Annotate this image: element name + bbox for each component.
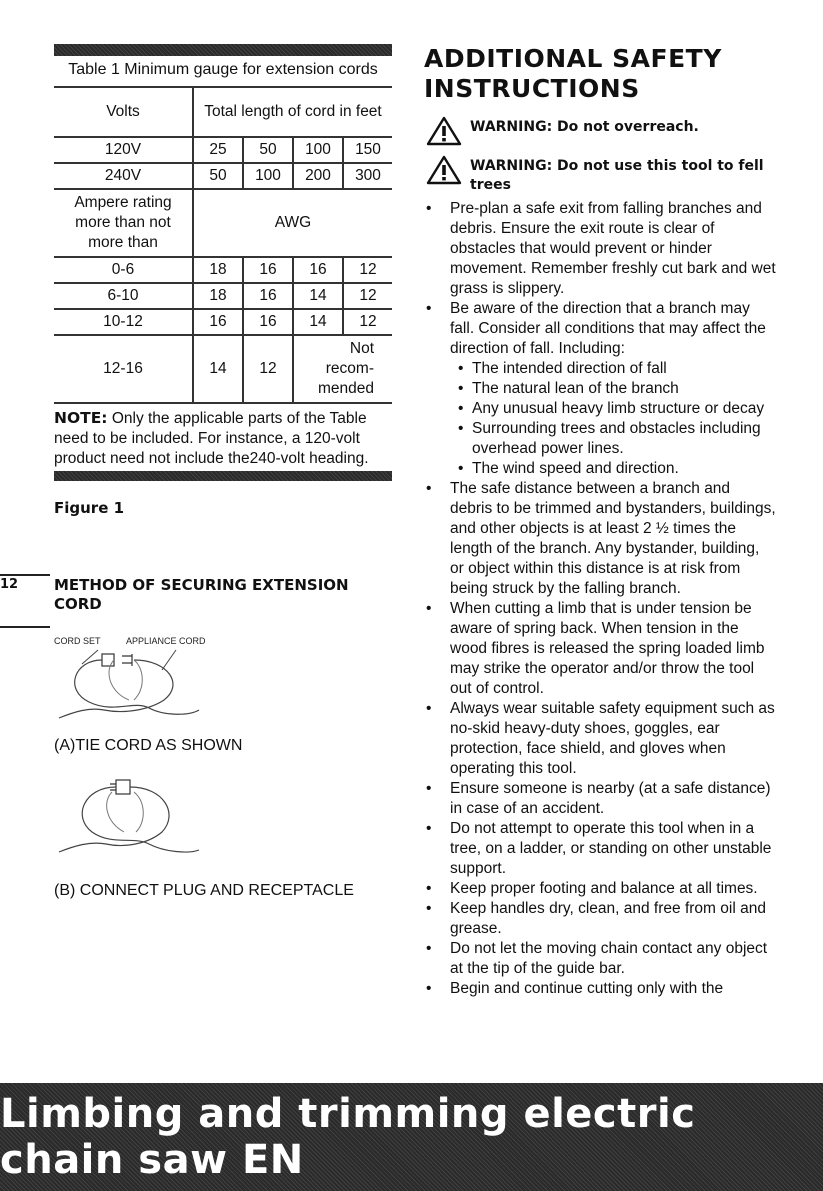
cord-set-label: CORD SET: [54, 636, 101, 646]
list-item: • Always wear suitable safety equipment such as no-skid heavy-duty shoes, goggles, ear protection, face shield, and gloves when operating this tool.: [424, 699, 776, 779]
table-row: [54, 189, 392, 257]
figure-label: Figure 1: [54, 499, 125, 517]
warning-overreach: [424, 118, 776, 137]
row-label: 6-10: [54, 283, 193, 309]
row-label: 0-6: [54, 257, 193, 283]
row-label: 120V: [54, 137, 193, 163]
sub-list-item: • The intended direction of fall: [458, 359, 776, 379]
table-row: [54, 309, 392, 335]
table-cell: 50: [193, 163, 243, 189]
caption-connect-plug: (B) CONNECT PLUG AND RECEPTACLE: [54, 882, 354, 899]
extension-cord-gauge-table: [54, 86, 392, 402]
list-item: [424, 299, 776, 479]
section-title: ADDITIONAL SAFETY INSTRUCTIONS: [424, 44, 722, 103]
list-item: • Do not let the moving chain contact any object at the tip of the guide bar.: [424, 939, 776, 979]
table-cell: 14: [193, 335, 243, 402]
table-row: [54, 257, 392, 283]
table-cell: 12: [343, 257, 392, 283]
table-cell: 12: [343, 309, 392, 335]
warning-icon: [426, 155, 462, 185]
table-cell: 12: [343, 283, 392, 309]
table-row: [54, 87, 392, 137]
table-cell: 300: [343, 163, 392, 189]
page-number-rule-top: [0, 574, 50, 576]
caption-tie-cord: (A)TIE CORD AS SHOWN: [54, 737, 243, 754]
table-row: [54, 163, 392, 189]
awg-header: AWG: [193, 189, 392, 257]
list-item: • When cutting a limb that is under tension be aware of spring back. When tension in the wood fibres is released the spring loaded limb may strike the operator and/or throw the tool out of control.: [424, 599, 776, 699]
sub-list-item: • Surrounding trees and obstacles including overhead power lines.: [458, 419, 776, 459]
diagram-connect-plug: [54, 772, 254, 872]
fall-factors-list: [450, 359, 776, 479]
table-cell: 100: [293, 137, 343, 163]
table-cell: 100: [243, 163, 293, 189]
list-item: • Ensure someone is nearby (at a safe distance) in case of an accident.: [424, 779, 776, 819]
table-cell: 16: [243, 309, 293, 335]
list-item: • Begin and continue cutting only with the: [424, 979, 776, 999]
list-item: • Pre-plan a safe exit from falling branches and debris. Ensure the exit route is clear of obstacles that would prevent or hinder movement. Remember freshly cut bark and wet grass is slippery.: [424, 199, 776, 299]
table-cell: 200: [293, 163, 343, 189]
diagram-tie-cord: [54, 630, 254, 730]
table-cell: 16: [193, 309, 243, 335]
right-column: [424, 44, 776, 999]
table-cell: 16: [243, 257, 293, 283]
table-top-rule: [54, 44, 392, 56]
list-item: • Keep handles dry, clean, and free from oil and grease.: [424, 899, 776, 939]
list-item: • Do not attempt to operate this tool when in a tree, on a ladder, or standing on other unstable support.: [424, 819, 776, 879]
table-cell: 12: [243, 335, 293, 402]
length-header: Total length of cord in feet: [193, 87, 392, 137]
page-number-rule-bottom: [0, 626, 50, 628]
table-cell: 18: [193, 283, 243, 309]
sub-list-item: • The wind speed and direction.: [458, 459, 776, 479]
table-cell: 14: [293, 309, 343, 335]
footer-band: [0, 1083, 823, 1191]
not-recommended-cell: Not recom-mended: [293, 335, 392, 402]
list-item: • Keep proper footing and balance at all times.: [424, 879, 776, 899]
sub-list-item: • Any unusual heavy limb structure or decay: [458, 399, 776, 419]
table-cell: 16: [293, 257, 343, 283]
safety-instructions-list: [424, 199, 776, 999]
table-cell: 150: [343, 137, 392, 163]
volts-header: Volts: [54, 87, 193, 137]
footer-title: Limbing and trimming electric chain saw EN: [0, 1091, 696, 1183]
left-column: [54, 44, 392, 517]
note-bottom-rule: [54, 471, 392, 481]
table-row: [54, 283, 392, 309]
note-text: Only the applicable parts of the Table need to be included. For instance, a 120-volt product need not include the240-volt heading.: [54, 410, 369, 467]
ampere-header: Ampere rating more than not more than: [54, 189, 193, 257]
table-note: [54, 404, 392, 469]
table-caption: Table 1 Minimum gauge for extension cords: [68, 61, 378, 78]
warning-icon: [426, 116, 462, 146]
table-cell: 50: [243, 137, 293, 163]
row-label: 10-12: [54, 309, 193, 335]
table-cell: 16: [243, 283, 293, 309]
table-cell: 25: [193, 137, 243, 163]
row-label: 12-16: [54, 335, 193, 402]
row-label: 240V: [54, 163, 193, 189]
sub-list-item: • The natural lean of the branch: [458, 379, 776, 399]
table-row: [54, 335, 392, 402]
method-title: METHOD OF SECURING EXTENSION CORD: [54, 576, 349, 613]
table-row: [54, 137, 392, 163]
note-label: NOTE:: [54, 409, 108, 427]
warning-fell-trees: [424, 157, 776, 195]
warning-text: WARNING: Do not overreach.: [470, 119, 699, 135]
table-cell: 14: [293, 283, 343, 309]
table-cell: 18: [193, 257, 243, 283]
list-item: • The safe distance between a branch and debris to be trimmed and bystanders, buildings, and other objects is at least 2 ½ times the length of the branch. Any bystander, building, or object within this distance is at risk from being struck by the falling branch.: [424, 479, 776, 599]
page-number: 12: [0, 577, 19, 592]
warning-text: WARNING: Do not use this tool to fell trees: [470, 158, 764, 193]
list-item-text: Be aware of the direction that a branch may fall. Consider all conditions that may affect the direction of fall. Including:: [450, 300, 766, 357]
appliance-cord-label: APPLIANCE CORD: [126, 636, 206, 646]
